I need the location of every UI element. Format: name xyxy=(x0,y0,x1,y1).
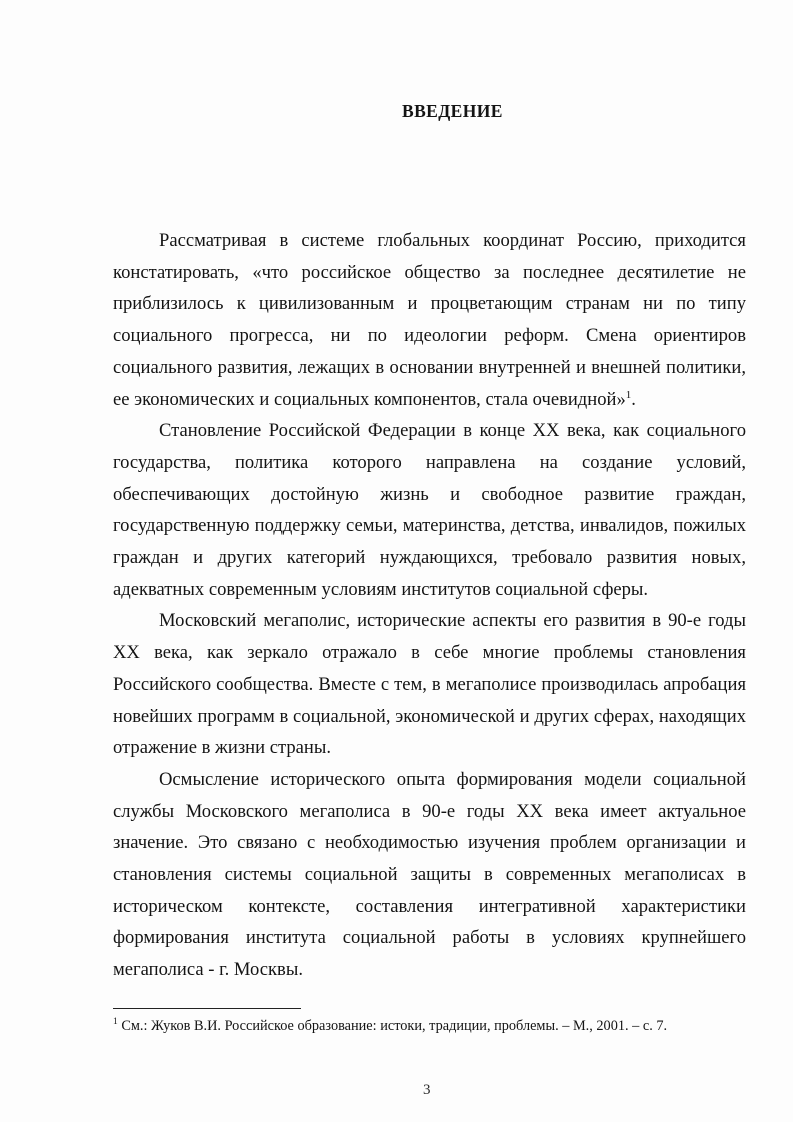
page-title: ВВЕДЕНИЕ xyxy=(402,101,503,121)
paragraph-4: Осмысление исторического опыта формирования модели социальной службы Московского мегаполиса в 90-е годы XX века имеет актуальное значение. Это связано с необходимостью изучения проблем организации и становления системы социальной защиты в современных мегаполисах в историческом контексте, составления интегративной характеристики формирования института социальной работы в условиях крупнейшего мегаполиса - г. Москвы. xyxy=(113,768,746,981)
paragraph-1 xyxy=(113,225,746,415)
footnote-marker: 1 xyxy=(113,1017,118,1028)
footnote xyxy=(113,1016,763,1036)
paragraph-2: Становление Российской Федерации в конце XX века, как социального государства, политика которого направлена на создание условий, обеспечивающих достойную жизнь и свободное развитие граждан, государственную поддержку семьи, материнства, детства, инвалидов, пожилых граждан и других категорий нуждающихся, требовало развития новых, адекватных современным условиям институтов социальной сферы. xyxy=(113,420,746,600)
body-text xyxy=(113,225,746,986)
paragraph-1-text: Рассматривая в системе глобальных координат Россию, приходится констатировать, «что российское общество за последнее десятилетие не приблизилось к цивилизованным и процветающим странам ни по типу социального прогресса, ни по идеологии реформ. Смена ориентиров социального развития, лежащих в основании внутренней и внешней политики, ее экономических и социальных компонентов, стала очевидной» xyxy=(113,230,746,410)
footnote-text: См.: Жуков В.И. Российское образование: истоки, традиции, проблемы. – М., 2001. – с. 7. xyxy=(117,1018,668,1034)
paragraph-1-end: . xyxy=(631,388,636,410)
footnote-reference: 1 xyxy=(625,388,632,401)
paragraph-3: Московский мегаполис, исторические аспекты его развития в 90-е годы XX века, как зеркало отражало в себе многие проблемы становления Российского сообщества. Вместе с тем, в мегаполисе производилась апробация новейших программ в социальной, экономической и других сферах, находящих отражение в жизни страны. xyxy=(113,610,746,759)
footnote-divider xyxy=(113,1008,301,1009)
page-number: 3 xyxy=(423,1082,431,1098)
